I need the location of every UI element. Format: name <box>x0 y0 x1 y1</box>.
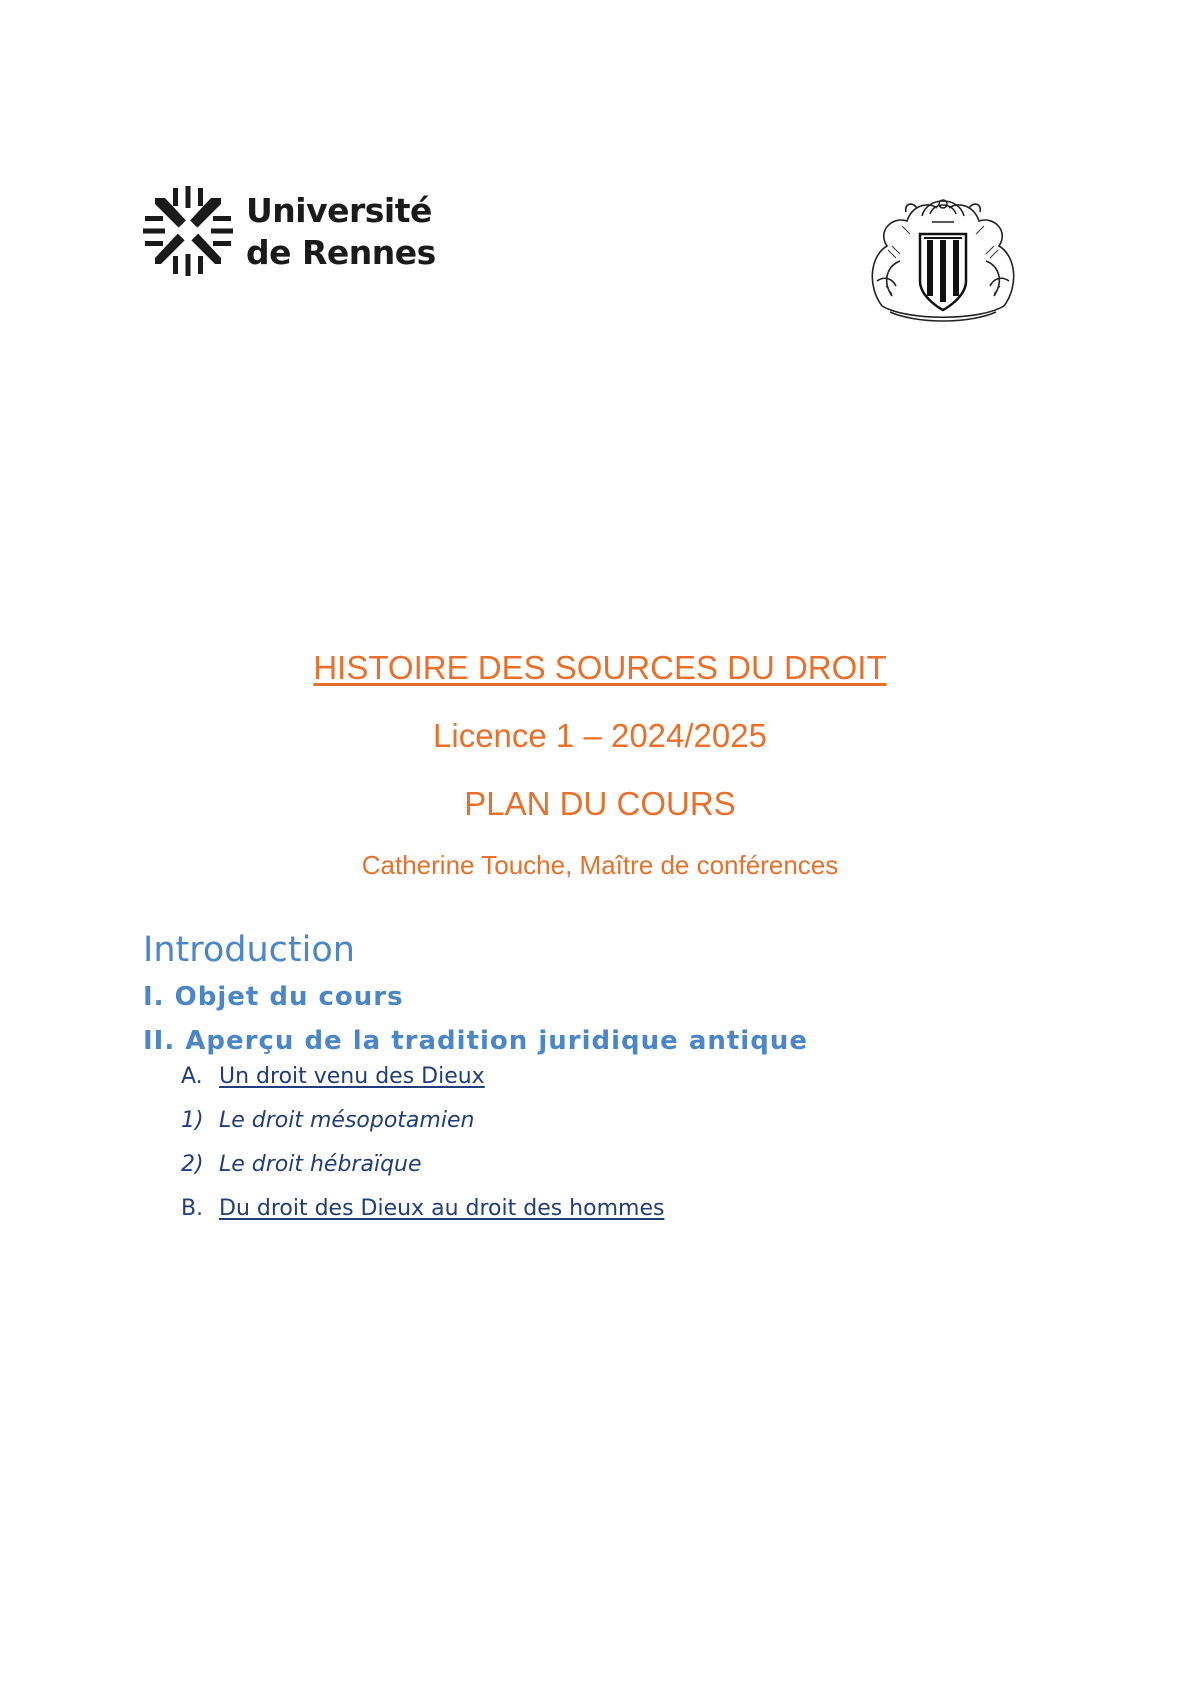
course-level: Licence 1 – 2024/2025 <box>433 717 767 754</box>
part-heading-1: I. Objet du cours <box>143 982 404 1012</box>
outline-label-droit-hebraique: Le droit hébraïque <box>219 1152 422 1177</box>
outline-link-droit-venu-des-dieux[interactable]: Un droit venu des Dieux <box>219 1064 485 1089</box>
outline-link-droit-des-hommes[interactable]: Du droit des Dieux au droit des hommes <box>219 1196 665 1221</box>
course-title: HISTOIRE DES SOURCES DU DROIT <box>313 649 887 686</box>
university-name-line2: de Rennes <box>246 233 436 272</box>
university-wordmark <box>246 190 436 274</box>
university-logo <box>143 186 443 276</box>
outline-subsection-2 <box>181 1150 1103 1180</box>
author-line: Catherine Touche, Maître de conférences <box>361 850 839 880</box>
outline-marker: 1) <box>181 1108 204 1133</box>
outline-marker: B. <box>181 1196 204 1221</box>
outline-marker: 2) <box>181 1152 204 1177</box>
faculty-crest-icon <box>862 186 1024 324</box>
outline-marker: A. <box>181 1064 203 1089</box>
introduction-heading: Introduction <box>143 930 355 970</box>
outline-subsection-1 <box>181 1106 1103 1136</box>
outline-subsection-b <box>181 1194 1103 1224</box>
university-rennes-mark-icon <box>143 186 233 276</box>
document-type-heading: PLAN DU COURS <box>464 785 736 822</box>
university-name-line1: Université <box>246 191 432 230</box>
part-heading-2: II. Aperçu de la tradition juridique antique <box>143 1026 808 1056</box>
course-outline <box>143 928 1103 1224</box>
title-block <box>0 648 1200 882</box>
outline-subsection-a <box>181 1062 1103 1092</box>
outline-label-droit-mesopotamien: Le droit mésopotamien <box>219 1108 475 1133</box>
